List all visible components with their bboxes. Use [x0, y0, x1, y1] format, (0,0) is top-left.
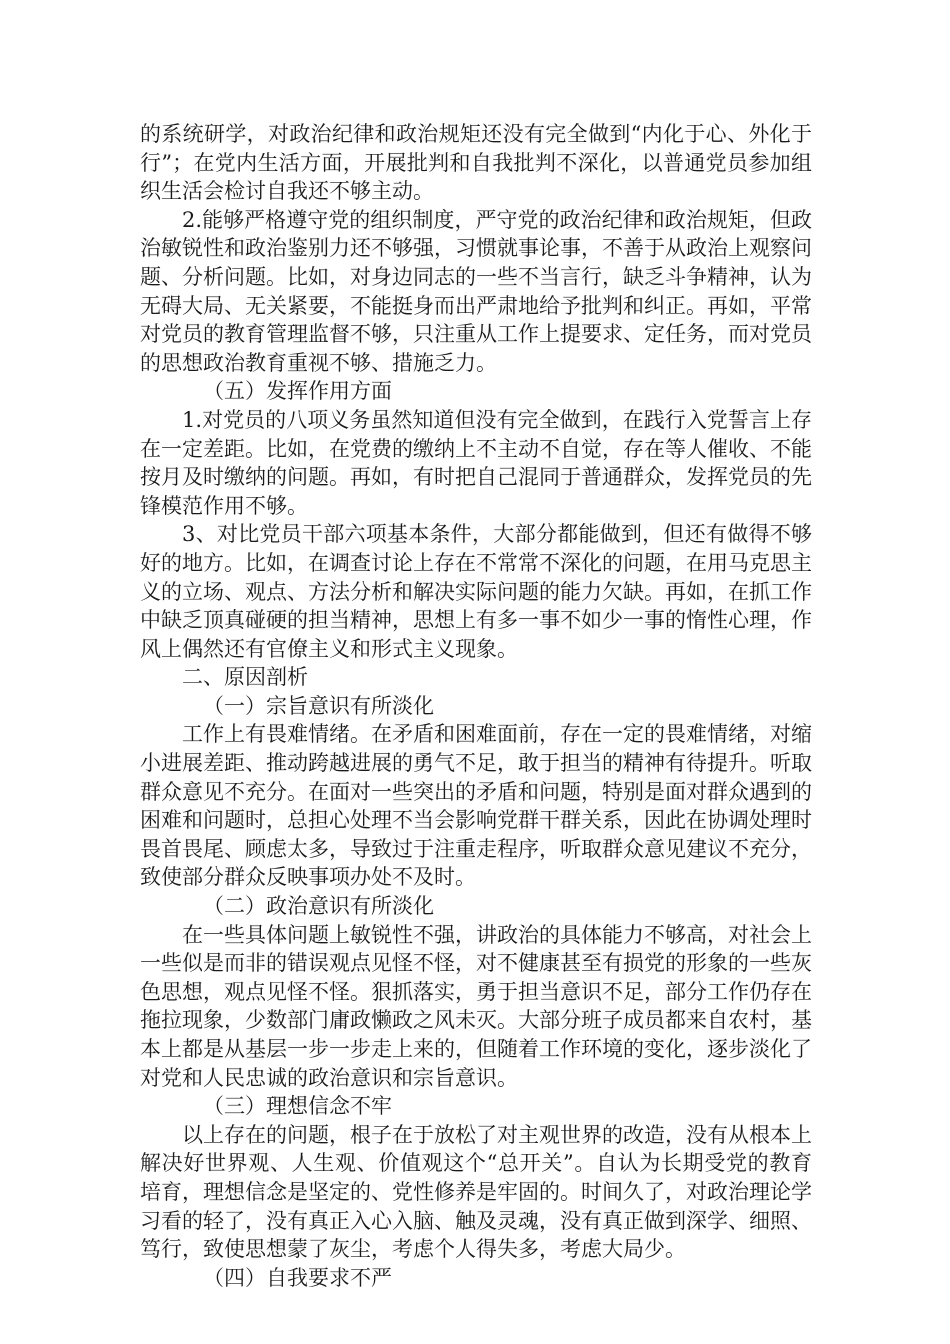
paragraph-purpose-awareness: 工作上有畏难情绪。在矛盾和困难面前，存在一定的畏难情绪，对缩小进展差距、推动跨越进展的勇气不足，敢于担当的精神有待提升。听取群众意见不充分。在面对一些突出的矛盾和问题，特别是面对群众遇到的困难和问题时，总担心处理不当会影响党群干群关系，因此在协调处理时畏首畏尾、顾虑太多，导致过于注重走程序，听取群众意见建议不充分，致使部分群众反映事项办处不及时。 — [140, 722, 812, 890]
section-heading-2: （二）政治意识有所淡化 — [203, 894, 434, 919]
chapter-heading-cause-analysis: 二、原因剖析 — [182, 665, 308, 690]
paragraph-item-2: 2.能够严格遵守党的组织制度，严守党的政治纪律和政治规矩，但政治敏锐性和政治鉴别力还不够强，习惯就事论事，不善于从政治上观察问题、分析问题。比如，对身边同志的一些不当言行，缺乏斗争精神，认为无碍大局、无关紧要，不能挺身而出严肃地给予批判和纠正。再如，平常对党员的教育管理监督不够，只注重从工作上提要求、定任务，而对党员的思想政治教育重视不够、措施乏力。 — [140, 207, 812, 375]
section-heading-3: （三）理想信念不牢 — [203, 1094, 392, 1119]
paragraph-continuation: 的系统研学，对政治纪律和政治规矩还没有完全做到“内化于心、外化于行”；在党内生活方面，开展批判和自我批判不深化，以普通党员参加组织生活会检讨自我还不够主动。 — [140, 122, 812, 204]
paragraph-ideals-beliefs: 以上存在的问题，根子在于放松了对主观世界的改造，没有从根本上解决好世界观、人生观、价值观这个“总开关”。自认为长期受党的教育培育，理想信念是坚定的、党性修养是牢固的。时间久了，对政治理论学习看的轻了，没有真正入心入脑、触及灵魂，没有真正做到深学、细照、笃行，致使思想蒙了灰尘，考虑个人得失多，考虑大局少。 — [140, 1122, 812, 1262]
section-heading-4: （四）自我要求不严 — [203, 1265, 392, 1290]
paragraph-item-1: 1.对党员的八项义务虽然知道但没有完全做到，在践行入党誓言上存在一定差距。比如，在党费的缴纳上不主动不自觉，存在等人催收、不能按月及时缴纳的问题。再如，有时把自己混同于普通群众，发挥党员的先锋模范作用不够。 — [140, 407, 812, 518]
document-body — [140, 120, 812, 1292]
section-heading-5: （五）发挥作用方面 — [203, 379, 392, 404]
paragraph-political-awareness: 在一些具体问题上敏锐性不强，讲政治的具体能力不够高，对社会上一些似是而非的错误观点见怪不怪，对不健康甚至有损党的形象的一些灰色思想，观点见怪不怪。狠抓落实，勇于担当意识不足，部分工作仍存在拖拉现象，少数部门庸政懒政之风未灭。大部分班子成员都来自农村，基本上都是从基层一步一步走上来的，但随着工作环境的变化，逐步淡化了对党和人民忠诚的政治意识和宗旨意识。 — [140, 922, 812, 1090]
section-heading-1: （一）宗旨意识有所淡化 — [203, 693, 434, 718]
paragraph-item-3: 3、对比党员干部六项基本条件，大部分都能做到，但还有做得不够好的地方。比如，在调查讨论上存在不常常不深化的问题，在用马克思主义的立场、观点、方法分析和解决实际问题的能力欠缺。再如，在抓工作中缺乏顶真碰硬的担当精神，思想上有多一事不如少一事的惰性心理，作风上偶然还有官僚主义和形式主义现象。 — [140, 522, 812, 661]
